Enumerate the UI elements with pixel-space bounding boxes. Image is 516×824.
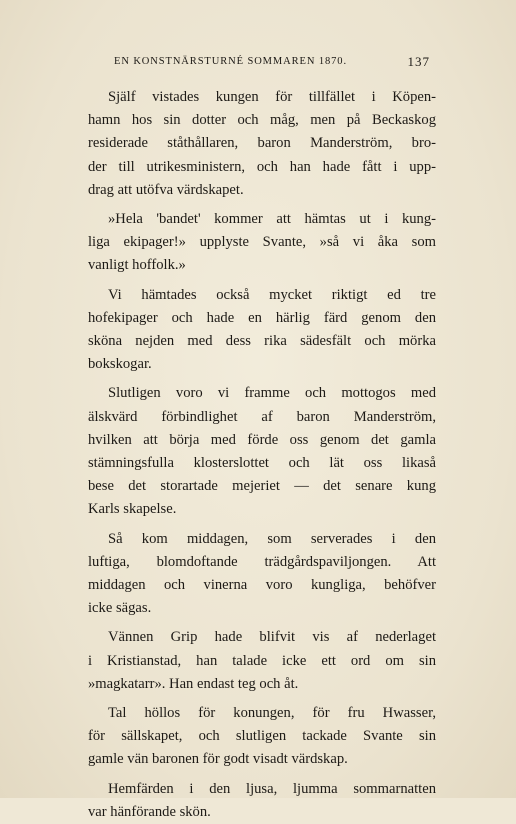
text-line: Karls skapelse. — [88, 501, 177, 518]
paragraph — [88, 528, 436, 621]
text-line: der till utrikesministern, och han hade fått i upp- — [88, 158, 436, 175]
page-number: 137 — [407, 54, 430, 69]
text-line: »Hela 'bandet' kommer att hämtas ut i kung- — [108, 211, 436, 228]
text-line: älskvärd förbindlighet af baron Manderström, — [88, 408, 436, 425]
text-line: »magkatarr». Han endast teg och åt. — [88, 675, 299, 692]
text-line: residerade ståthållaren, baron Manderström, bro- — [88, 135, 436, 152]
text-line: gamle vän baronen för godt visadt värdskap. — [88, 751, 348, 768]
text-line: Vi hämtades också mycket riktigt ed tre — [108, 286, 436, 303]
text-line: hvilken att börja med förde oss genom det gamla — [88, 431, 436, 448]
text-line: hofekipager och hade en härlig färd genom den — [88, 309, 436, 326]
text-line: i Kristianstad, han talade icke ett ord om sin — [88, 652, 436, 669]
text-line: hamn hos sin dotter och måg, men på Beckaskog — [88, 112, 436, 129]
text-line: Tal höllos för konungen, för fru Hwasser, — [108, 705, 436, 722]
text-line: drag att utöfva värdskapet. — [88, 181, 244, 198]
text-line: middagen och vinerna voro kungliga, behöfver — [88, 577, 436, 594]
text-line: liga ekipager!» upplyste Svante, »så vi åka som — [88, 234, 436, 251]
text-line: luftiga, blomdoftande trädgårdspaviljongen. Att — [88, 553, 436, 570]
text-line: Så kom middagen, som serverades i den — [108, 530, 436, 547]
text-line: icke sägas. — [88, 600, 152, 617]
paragraph — [88, 702, 436, 772]
text-line: Slutligen voro vi framme och mottogos med — [108, 385, 436, 402]
paragraph — [88, 382, 436, 521]
paragraph — [88, 284, 436, 377]
paragraph — [88, 208, 436, 278]
text-line: sköna nejden med dess rika sädesfält och mörka — [88, 333, 436, 350]
body-text — [88, 86, 436, 824]
text-line: för sällskapet, och slutligen tackade Svante sin — [88, 728, 436, 745]
paragraph — [88, 86, 436, 202]
text-line: bese det storartade mejeriet — det senare kung — [88, 478, 436, 495]
text-line: Vännen Grip hade blifvit vis af nederlaget — [108, 629, 436, 646]
running-head — [88, 54, 430, 70]
text-line: vanligt hoffolk.» — [88, 257, 186, 274]
text-line: bokskogar. — [88, 356, 152, 373]
text-line: Själf vistades kungen för tillfället i Köpen- — [108, 89, 436, 105]
paragraph — [88, 778, 436, 824]
text-line: var hänförande skön. — [88, 803, 211, 820]
text-line: Hemfärden i den ljusa, ljumma sommarnatten — [108, 780, 436, 797]
paragraph — [88, 626, 436, 696]
running-title: EN KONSTNÄRSTURNÉ SOMMAREN 1870. — [114, 56, 347, 67]
text-line: stämningsfulla klosterslottet och lät oss likaså — [88, 455, 436, 472]
